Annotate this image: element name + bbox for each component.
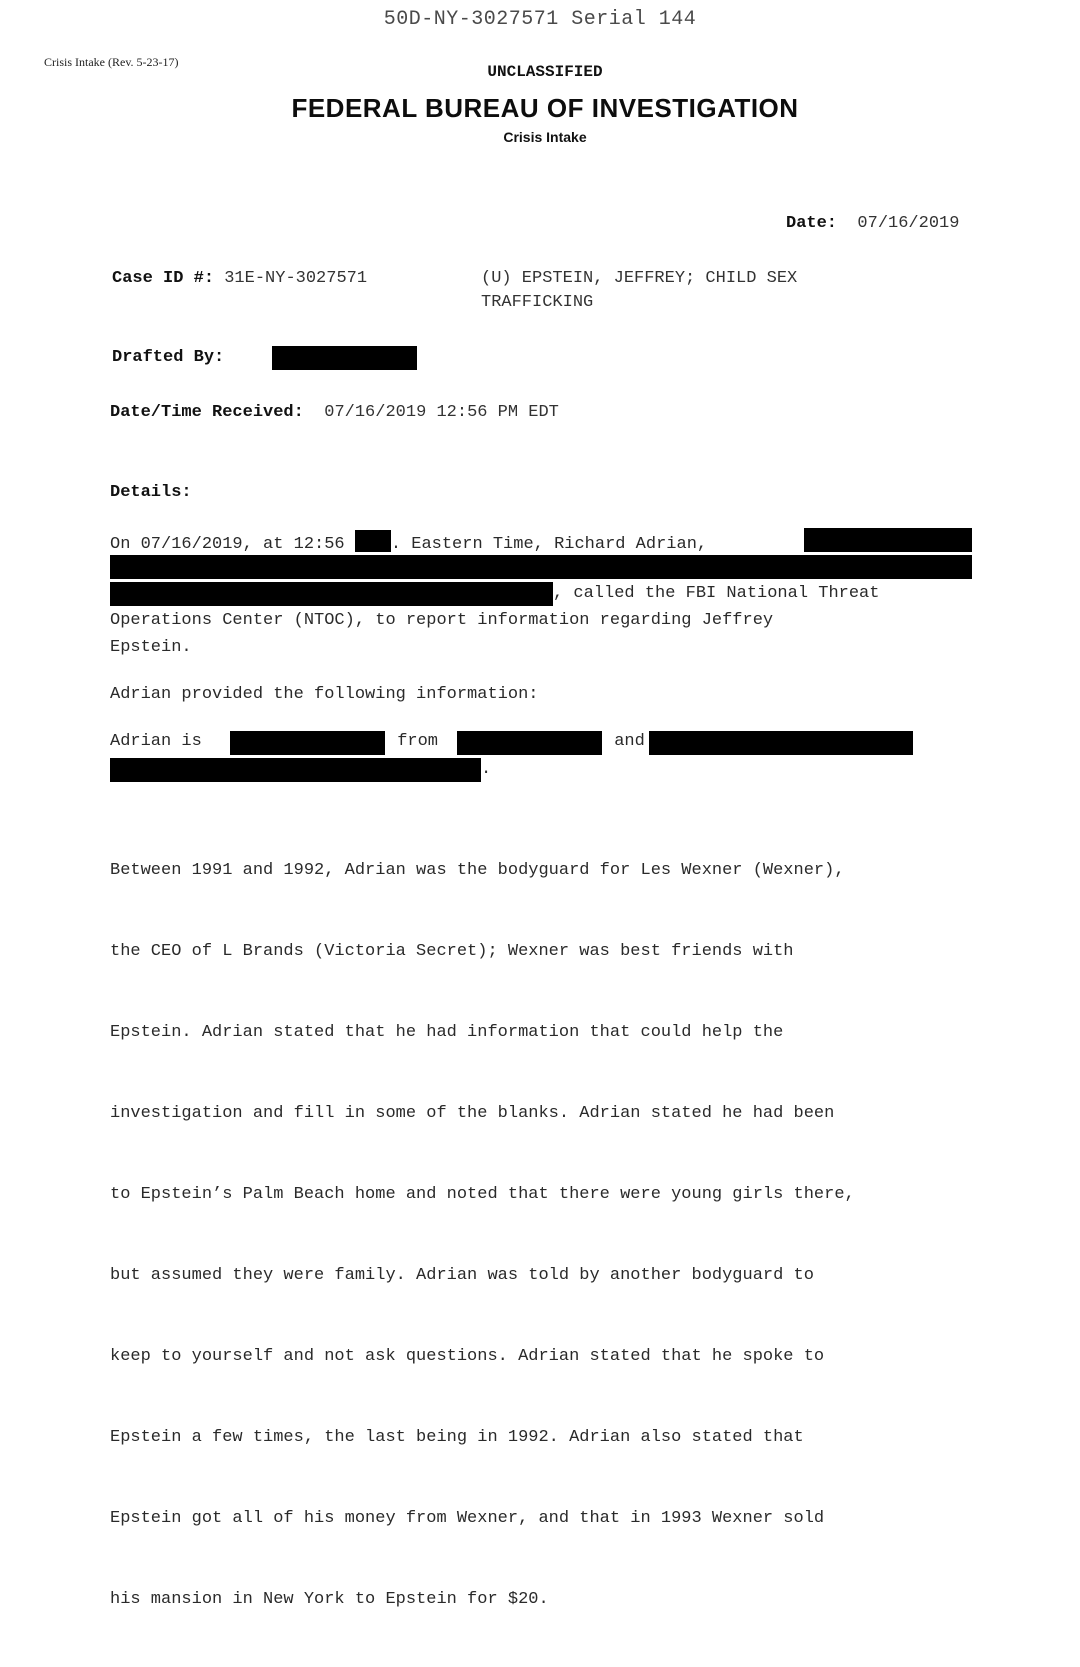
case-title-line-1: (U) EPSTEIN, JEFFREY; CHILD SEX — [481, 269, 798, 288]
details-text: , called the FBI National Threat — [553, 584, 880, 603]
details-line-1 — [110, 530, 707, 555]
received-row — [110, 403, 559, 423]
details-text: Operations Center (NTOC), to report information regarding Jeffrey — [110, 611, 774, 630]
form-title: Crisis Intake — [503, 129, 587, 145]
details-label: Details: — [110, 483, 192, 502]
paragraph-line: his mansion in New York to Epstein for $20. — [110, 1590, 549, 1609]
drafted-by-row — [112, 348, 224, 368]
redaction-block — [110, 555, 972, 579]
paragraph-line: keep to yourself and not ask questions. Adrian stated that he spoke to — [110, 1347, 825, 1366]
date-value: 07/16/2019 — [857, 214, 960, 233]
details-text: . — [481, 760, 492, 779]
classification-marking: UNCLASSIFIED — [487, 63, 603, 81]
paragraph-line: but assumed they were family. Adrian was told by another bodyguard to — [110, 1266, 814, 1285]
paragraph-line: Epstein a few times, the last being in 1992. Adrian also stated that — [110, 1428, 804, 1447]
redaction-block — [457, 731, 602, 755]
date-row — [786, 214, 959, 234]
details-text: . Eastern Time, Richard Adrian, — [390, 535, 708, 554]
drafted-by-label: Drafted By: — [112, 348, 225, 367]
received-label: Date/Time Received: — [110, 403, 304, 422]
paragraph-line: Epstein. Adrian stated that he had information that could help the — [110, 1023, 784, 1042]
date-label: Date: — [786, 214, 838, 233]
details-text: Adrian provided the following information: — [110, 685, 539, 704]
paragraph-line: investigation and fill in some of the blanks. Adrian stated he had been — [110, 1104, 835, 1123]
received-value: 07/16/2019 12:56 PM EDT — [324, 403, 559, 422]
paragraph-line: Between 1991 and 1992, Adrian was the bodyguard for Les Wexner (Wexner), — [110, 861, 845, 880]
redaction-block — [649, 731, 913, 755]
serial-number: 50D-NY-3027571 Serial 144 — [383, 8, 697, 31]
redaction-block — [272, 346, 417, 370]
case-id-row — [112, 269, 367, 289]
redaction-block — [804, 528, 972, 552]
details-text: and — [604, 732, 645, 751]
details-text: from — [387, 732, 449, 751]
form-revision: Crisis Intake (Rev. 5-23-17) — [44, 55, 179, 69]
details-text: On 07/16/2019, at 12:56 — [110, 535, 355, 554]
redaction-block — [110, 582, 553, 606]
details-text: Epstein. — [110, 638, 192, 657]
case-id-label: Case ID #: — [112, 269, 215, 288]
case-id-value: 31E-NY-3027571 — [224, 269, 368, 288]
redaction-block — [355, 530, 391, 552]
redaction-block — [230, 731, 385, 755]
paragraph-line: to Epstein’s Palm Beach home and noted that there were young girls there, — [110, 1185, 855, 1204]
details-paragraph — [110, 803, 1010, 1667]
redaction-block — [110, 758, 481, 782]
details-text: Adrian is — [110, 732, 213, 751]
paragraph-line: Epstein got all of his money from Wexner, and that in 1993 Wexner sold — [110, 1509, 825, 1528]
paragraph-line: the CEO of L Brands (Victoria Secret); Wexner was best friends with — [110, 942, 794, 961]
agency-title: FEDERAL BUREAU OF INVESTIGATION — [291, 93, 799, 123]
case-title-line-2: TRAFFICKING — [481, 293, 594, 312]
